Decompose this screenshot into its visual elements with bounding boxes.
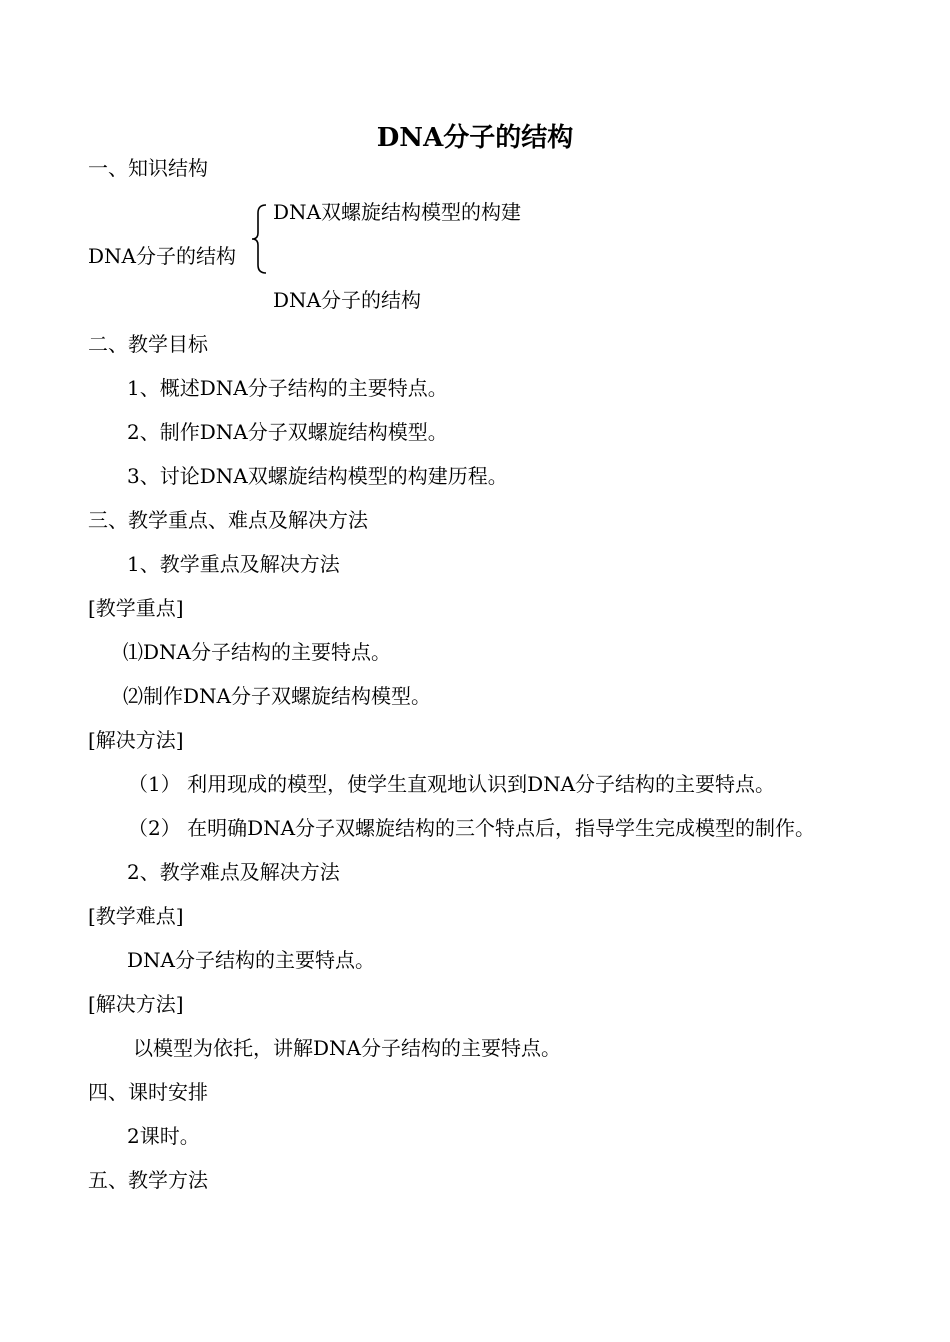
label-key-points: [教学重点] bbox=[88, 596, 184, 620]
label-difficulty: [教学难点] bbox=[88, 904, 184, 928]
subsection-heading-difficulty: 2、教学难点及解决方法 bbox=[127, 860, 340, 884]
section-heading-objectives: 二、教学目标 bbox=[88, 332, 208, 356]
label-solution-methods-2: [解决方法] bbox=[88, 992, 184, 1016]
objective-item: 1、概述DNA分子结构的主要特点。 bbox=[127, 376, 448, 400]
section-heading-methods: 五、教学方法 bbox=[88, 1168, 208, 1192]
section-heading-keypoints: 三、教学重点、难点及解决方法 bbox=[88, 508, 368, 532]
objective-item: 3、讨论DNA双螺旋结构模型的构建历程。 bbox=[127, 464, 508, 488]
schedule-item: 2课时。 bbox=[127, 1124, 200, 1148]
subsection-heading-key: 1、教学重点及解决方法 bbox=[127, 552, 340, 576]
section-heading-knowledge: 一、知识结构 bbox=[88, 156, 208, 180]
objective-item: 2、制作DNA分子双螺旋结构模型。 bbox=[127, 420, 448, 444]
knowledge-branch-1: DNA双螺旋结构模型的构建 bbox=[273, 200, 521, 224]
key-point-item: ⑴DNA分子结构的主要特点。 bbox=[123, 640, 391, 664]
difficulty-item: DNA分子结构的主要特点。 bbox=[127, 948, 375, 972]
label-solution-methods: [解决方法] bbox=[88, 728, 184, 752]
document-title: DNA分子的结构 bbox=[376, 123, 574, 153]
curly-brace-icon bbox=[248, 203, 270, 275]
solution-method-2-item: 以模型为依托，讲解DNA分子结构的主要特点。 bbox=[133, 1036, 561, 1060]
solution-method-item: （1） 利用现成的模型，使学生直观地认识到DNA分子结构的主要特点。 bbox=[128, 772, 776, 796]
knowledge-root: DNA分子的结构 bbox=[88, 244, 236, 268]
solution-method-item: （2） 在明确DNA分子双螺旋结构的三个特点后，指导学生完成模型的制作。 bbox=[128, 816, 816, 840]
key-point-item: ⑵制作DNA分子双螺旋结构模型。 bbox=[123, 684, 431, 708]
section-heading-schedule: 四、课时安排 bbox=[88, 1080, 208, 1104]
knowledge-branch-2: DNA分子的结构 bbox=[273, 288, 421, 312]
